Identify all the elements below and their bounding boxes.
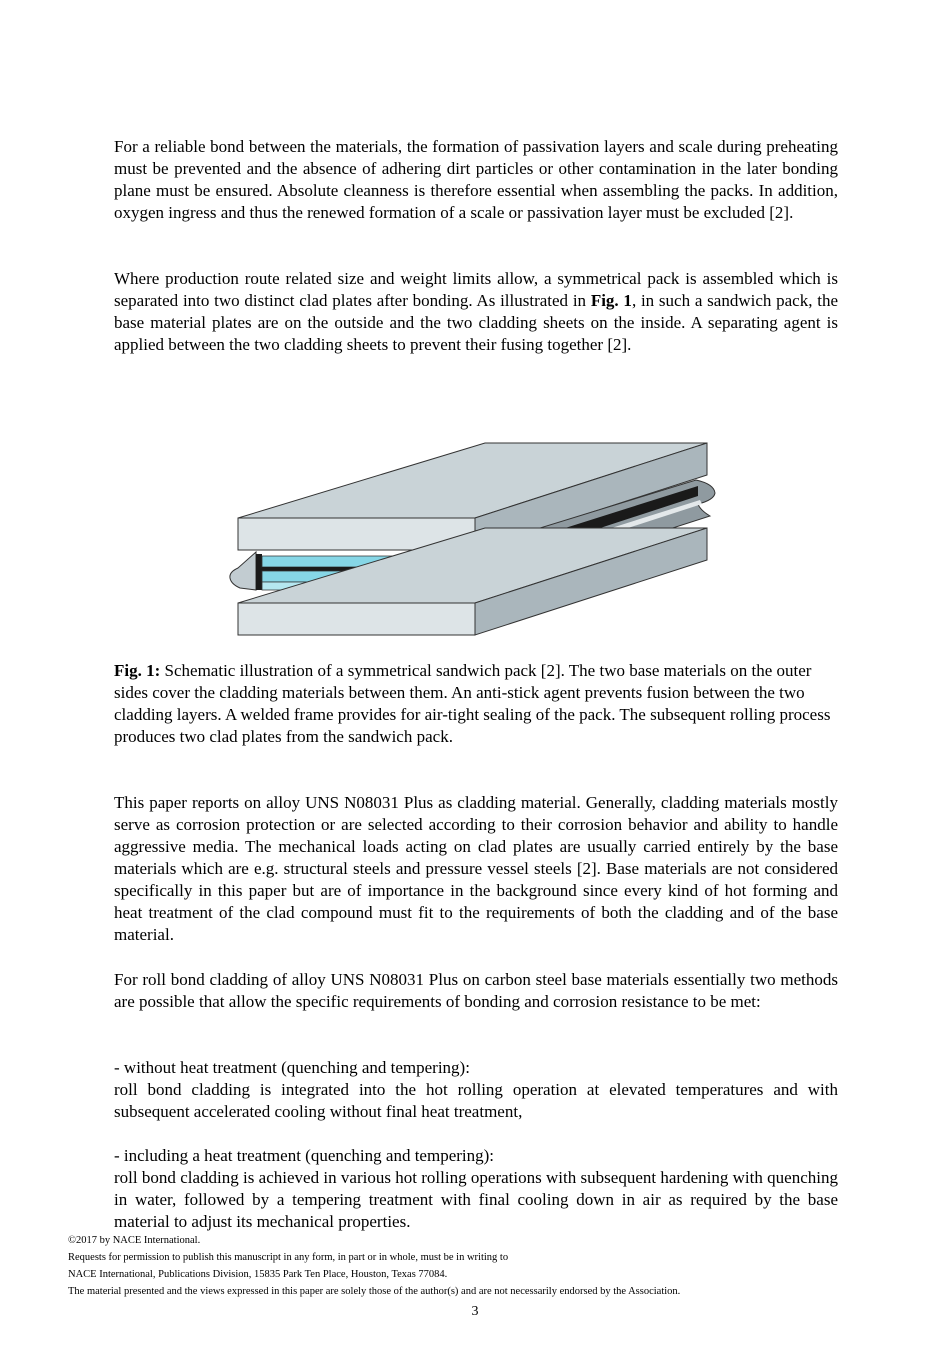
list-item-body-without-heat-treatment: roll bond cladding is integrated into the hot rolling operation at elevated temperatures and with subsequent accelerated cooling without final heat treatment, xyxy=(114,1080,838,1121)
paragraph-bonding-cleanness: For a reliable bond between the materials, the formation of passivation layers and scale during preheating must be prevented and the absence of adhering dirt particles or other contamination in the later bonding plane must be ensured. Absolute cleanness is therefore essential when assembling the packs. In addition, oxygen ingress and thus the renewed formation of a scale or passivation layer must be excluded [2]. xyxy=(114,137,838,222)
figure-label: Fig. 1: xyxy=(114,661,161,680)
figure-caption xyxy=(114,660,838,748)
figure-caption-text: Schematic illustration of a symmetrical sandwich pack [2]. The two base materials on the outer sides cover the cladding materials between them. An anti-stick agent prevents fusion between the two cladding layers. A welded frame provides for air-tight sealing of the pack. The subsequent rolling process produces two clad plates from the sandwich pack. xyxy=(114,661,831,746)
lower-plate-front xyxy=(238,603,475,635)
list-item-title-with-heat-treatment: - including a heat treatment (quenching and tempering): xyxy=(114,1146,495,1165)
footer-disclaimer: The material presented and the views expressed in this paper are solely those of the author(s) and are not necessarily endorsed by the Association. xyxy=(68,1286,681,1297)
frame-bar-left xyxy=(256,554,262,590)
paragraph-alloy-overview: This paper reports on alloy UNS N08031 Plus as cladding material. Generally, cladding materials mostly serve as corrosion protection or are selected according to their corrosion behavior and ability to handle aggressive media. The mechanical loads acting on clad plates are usually carried entirely by the base materials which are e.g. structural steels and pressure vessel steels [2]. Base materials are not considered specifically in this paper but are of importance in the background since every kind of hot forming and heat treatment of the clad compound must fit to the requirements of both the cladding and of the base material. xyxy=(114,793,838,944)
paragraph-symmetrical-pack xyxy=(114,268,838,356)
footer-address: NACE International, Publications Division, 15835 Park Ten Place, Houston, Texas 77084. xyxy=(68,1269,448,1280)
sandwich-pack-figure xyxy=(226,440,726,640)
footer-permission: Requests for permission to publish this manuscript in any form, in part or in whole, must be in writing to xyxy=(68,1252,509,1263)
paragraph-cladding-methods: For roll bond cladding of alloy UNS N08031 Plus on carbon steel base materials essentially two methods are possible that allow the specific requirements of bonding and corrosion resistance to be met: xyxy=(114,970,838,1011)
welded-frame-left xyxy=(230,552,256,590)
list-item-title-without-heat-treatment: - without heat treatment (quenching and tempering): xyxy=(114,1058,470,1077)
list-item-body-with-heat-treatment: roll bond cladding is achieved in various hot rolling operations with subsequent hardening with quenching in water, followed by a tempering treatment with final cooling down in air as required by the base material to adjust its mechanical properties. xyxy=(114,1168,838,1231)
figure-reference: Fig. 1 xyxy=(590,291,632,310)
footer-copyright: ©2017 by NACE International. xyxy=(68,1235,201,1246)
page-number: 3 xyxy=(471,1304,479,1319)
paragraph-text: Where production route related size and weight limits allow, a symmetrical pack is assembled which is separated into two distinct clad plates after bonding. As illustrated in xyxy=(114,269,838,310)
paragraph-text: , in such a sandwich pack, the base material plates are on the outside and the two cladding sheets on the inside. A separating agent is applied between the two cladding sheets to prevent their fusing together [2]. xyxy=(114,291,839,354)
